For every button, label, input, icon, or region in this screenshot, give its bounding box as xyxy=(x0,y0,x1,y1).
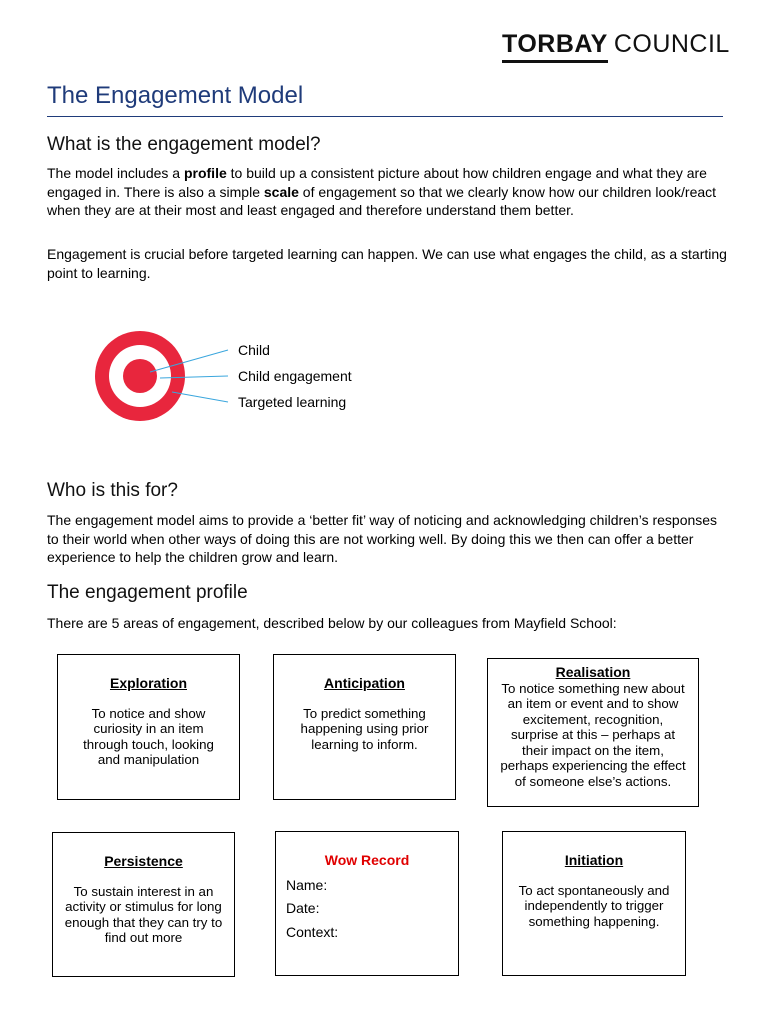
area-title-initiation: Initiation xyxy=(564,852,624,868)
torbay-council-logo xyxy=(502,30,730,63)
wow-record-title: Wow Record xyxy=(324,852,410,868)
target-diagram xyxy=(60,300,380,450)
area-box-realisation xyxy=(487,658,699,807)
intro-text-3: of engagement so that we clearly know how our children look/react when they are at their most and least engaged and therefore understand them better. xyxy=(47,183,717,218)
wow-field-date: Date: xyxy=(286,900,320,916)
logo-bold-text: TORBAY xyxy=(502,30,608,63)
area-box-anticipation xyxy=(273,654,456,800)
area-box-exploration xyxy=(57,654,240,800)
intro-text-1: The model includes a xyxy=(47,165,184,181)
engagement-paragraph: Engagement is crucial before targeted learning can happen. We can use what engages the child, as a starting point to learning. xyxy=(47,246,727,281)
area-title-exploration: Exploration xyxy=(109,675,187,691)
wow-field-name: Name: xyxy=(286,876,328,893)
section-heading-who: Who is this for? xyxy=(47,480,178,501)
area-box-initiation xyxy=(502,831,686,976)
intro-text-2: to build up a consistent picture about how children engage and what they are engaged in. There is also a simple xyxy=(47,165,707,200)
area-title-anticipation: Anticipation xyxy=(324,675,405,691)
page-title: The Engagement Model xyxy=(47,82,304,109)
label-targeted-learning: Targeted learning xyxy=(238,394,347,410)
wow-record-box xyxy=(275,831,459,976)
intro-paragraph xyxy=(47,164,727,220)
area-title-persistence: Persistence xyxy=(104,853,183,869)
area-text-realisation: To notice something new about an item or event and to show excitement, recognition, surprise at this – perhaps at their impact on the item, perhaps experiencing the effect of someone else’s actions. xyxy=(500,680,686,789)
area-text-anticipation: To predict something happening using prior learning to inform. xyxy=(300,705,429,752)
area-text-persistence: To sustain interest in an activity or stimulus for long enough that they can try to find out more xyxy=(64,883,223,945)
title-divider xyxy=(47,116,723,117)
area-box-persistence xyxy=(52,832,235,977)
label-child-engagement: Child engagement xyxy=(238,368,352,384)
intro-bold-scale: scale xyxy=(263,183,299,200)
area-text-initiation: To act spontaneously and independently to trigger something happening. xyxy=(518,882,670,929)
section-heading-profile: The engagement profile xyxy=(47,582,248,603)
section-heading-what: What is the engagement model? xyxy=(47,134,321,155)
who-paragraph: The engagement model aims to provide a ‘better fit’ way of noticing and acknowledging children’s responses to their world when other ways of doing this are not working well. By doing this we then can offer a better experience to help the children grow and learn. xyxy=(47,512,718,565)
wow-field-context: Context: xyxy=(286,923,339,940)
profile-paragraph: There are 5 areas of engagement, described below by our colleagues from Mayfield School: xyxy=(47,615,617,631)
leader-line-learning xyxy=(172,392,228,402)
intro-bold-profile: profile xyxy=(183,165,227,181)
target-center xyxy=(123,359,157,393)
area-title-realisation: Realisation xyxy=(555,664,631,680)
area-text-exploration: To notice and show curiosity in an item through touch, looking and manipulation xyxy=(83,705,214,767)
logo-rest-text: COUNCIL xyxy=(613,30,730,58)
label-child: Child xyxy=(238,342,270,358)
